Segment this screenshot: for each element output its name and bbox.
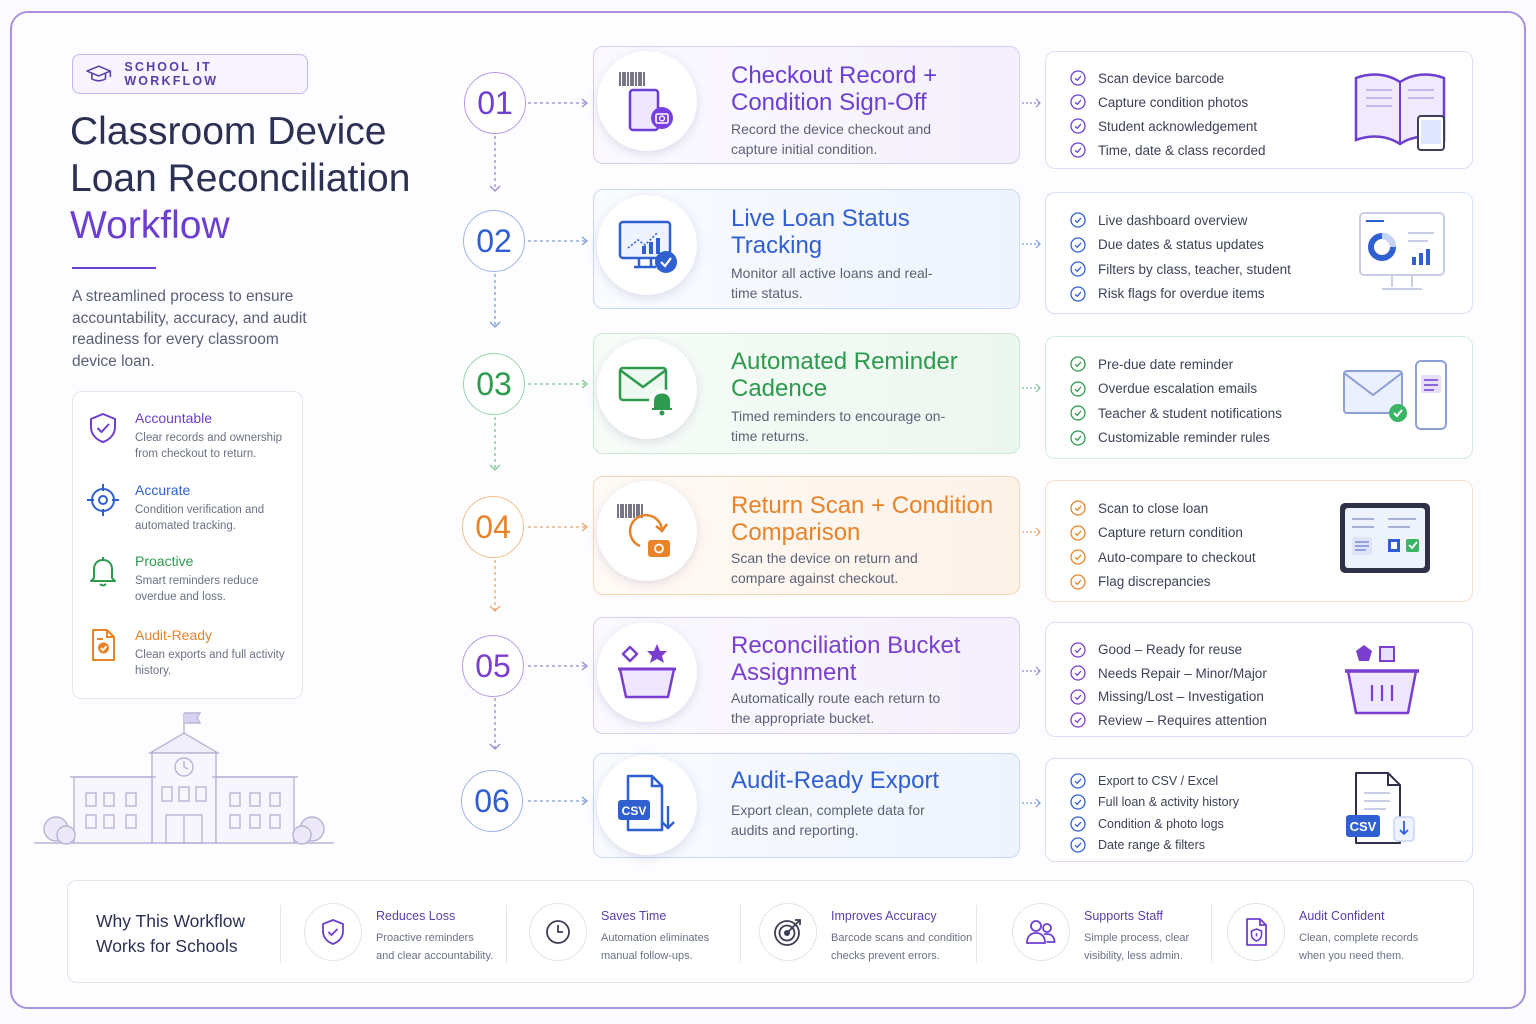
benefit-title: Saves Time <box>601 909 667 923</box>
detail-item <box>1070 114 1266 138</box>
detail-item <box>1070 792 1239 814</box>
detail-item <box>1070 138 1266 162</box>
card-to-detail-arrow <box>1021 382 1043 394</box>
detail-text: Live dashboard overview <box>1098 212 1248 228</box>
detail-item <box>1070 352 1282 377</box>
intro-text: A streamlined process to ensure accountability, accuracy, and audit readiness for every classroom device loan. <box>72 288 307 370</box>
detail-text: Capture condition photos <box>1098 94 1249 110</box>
check-circle-icon <box>1070 549 1086 565</box>
step-number-01: 01 <box>464 72 526 134</box>
check-circle-icon <box>1070 430 1086 446</box>
values-panel <box>72 391 303 699</box>
csv-badge-text: CSV <box>1349 819 1377 834</box>
shield-check-icon <box>318 917 348 947</box>
step-details-05 <box>1045 622 1473 737</box>
benefit-audit-confident <box>1227 903 1418 965</box>
step-card-02 <box>593 189 1020 309</box>
csv-badge-text: CSV <box>621 804 647 818</box>
detail-item <box>1070 426 1282 451</box>
detail-text: Risk flags for overdue items <box>1098 286 1265 302</box>
step-icon-circle <box>597 755 697 855</box>
check-circle-icon <box>1070 837 1086 853</box>
detail-text: Filters by class, teacher, student <box>1098 261 1291 277</box>
step-card-04 <box>593 476 1020 595</box>
step-number-05: 05 <box>462 635 524 697</box>
step-icon-circle <box>597 481 697 581</box>
divider <box>740 905 741 963</box>
check-circle-icon <box>1070 381 1086 397</box>
school-building-illustration <box>34 705 334 850</box>
check-circle-icon <box>1070 574 1086 590</box>
clock-icon <box>543 917 573 947</box>
detail-item <box>1070 66 1266 90</box>
check-circle-icon <box>1070 712 1086 728</box>
card-to-detail-arrow <box>1021 797 1043 809</box>
value-title: Audit-Ready <box>135 627 213 643</box>
barcode-tablet-camera-icon <box>612 66 682 136</box>
check-circle-icon <box>1070 70 1086 86</box>
detail-item <box>1070 638 1267 662</box>
value-accurate <box>85 482 295 534</box>
detail-text: Date range & filters <box>1098 838 1205 853</box>
check-circle-icon <box>1070 212 1086 228</box>
benefit-supports-staff <box>1012 903 1189 965</box>
check-circle-icon <box>1070 237 1086 253</box>
card-to-detail-arrow <box>1021 526 1043 538</box>
detail-item <box>1070 90 1266 114</box>
benefit-icon-circle <box>1227 903 1285 961</box>
check-circle-icon <box>1070 773 1086 789</box>
detail-text: Pre-due date reminder <box>1098 356 1234 372</box>
check-circle-icon <box>1070 261 1086 277</box>
check-circle-icon <box>1070 405 1086 421</box>
benefit-desc-line-1: Simple process, clear <box>1084 932 1190 944</box>
detail-item <box>1070 282 1291 307</box>
detail-text: Student acknowledgement <box>1098 118 1258 134</box>
detail-text: Time, date & class recorded <box>1098 142 1266 158</box>
detail-text: Overdue escalation emails <box>1098 381 1258 397</box>
check-circle-icon <box>1070 94 1086 110</box>
check-circle-icon <box>1070 689 1086 705</box>
graduation-cap-icon <box>85 63 112 85</box>
benefit-desc-line-2: and clear accountability. <box>376 950 494 962</box>
card-to-detail-arrow <box>1021 97 1043 109</box>
step-desc: Automatically route each return to the appropriate bucket. <box>731 690 941 726</box>
envelope-bell-icon <box>612 354 682 424</box>
footer-heading-line-1: Why This Workflow <box>96 911 246 931</box>
detail-item <box>1070 570 1256 595</box>
detail-text: Auto-compare to checkout <box>1098 549 1256 565</box>
title-line-3: Workflow <box>70 204 230 247</box>
check-circle-icon <box>1070 118 1086 134</box>
detail-text: Condition & photo logs <box>1098 816 1224 831</box>
crosshair-icon <box>85 482 121 518</box>
check-circle-icon <box>1070 665 1086 681</box>
step-card-06 <box>593 753 1020 858</box>
bell-icon <box>85 553 121 589</box>
detail-text: Good – Ready for reuse <box>1098 642 1243 658</box>
dashboard-monitor-icon <box>1352 209 1452 299</box>
benefit-title: Reduces Loss <box>376 909 456 923</box>
detail-item <box>1070 521 1256 546</box>
step-number-04: 04 <box>462 496 524 558</box>
divider <box>1211 905 1212 963</box>
benefit-desc-line-2: visibility, less admin. <box>1084 950 1183 962</box>
step-title: Automated Reminder Cadence <box>731 348 958 402</box>
benefit-desc-line-1: Proactive reminders <box>376 932 474 944</box>
value-desc: Condition verification and automated tracking. <box>135 504 265 532</box>
step-details-02 <box>1045 192 1473 314</box>
check-circle-icon <box>1070 816 1086 832</box>
detail-item <box>1070 233 1291 258</box>
detail-text: Scan to close loan <box>1098 500 1209 516</box>
csv-download-icon <box>612 770 682 840</box>
divider <box>280 905 281 963</box>
step-details-03 <box>1045 336 1473 459</box>
detail-text: Missing/Lost – Investigation <box>1098 689 1264 705</box>
check-circle-icon <box>1070 642 1086 658</box>
detail-item <box>1070 813 1239 835</box>
value-desc: Clear records and ownership from checkout to return. <box>135 432 283 460</box>
bucket-shapes-icon <box>612 637 682 707</box>
detail-item <box>1070 662 1267 686</box>
value-title: Accurate <box>135 482 191 498</box>
detail-item <box>1070 770 1239 792</box>
step-card-05 <box>593 617 1020 734</box>
check-circle-icon <box>1070 142 1086 158</box>
title-underline <box>72 267 156 269</box>
benefit-title: Improves Accuracy <box>831 909 937 923</box>
benefit-icon-circle <box>529 903 587 961</box>
detail-item <box>1070 545 1256 570</box>
page-title <box>70 108 430 249</box>
value-proactive <box>85 553 295 605</box>
value-desc: Clean exports and full activity history. <box>135 649 285 677</box>
shield-check-icon <box>85 410 121 446</box>
barcode-return-camera-icon <box>612 496 682 566</box>
step-title: Reconciliation Bucket Assignment <box>731 632 961 686</box>
detail-text: Needs Repair – Minor/Major <box>1098 665 1267 681</box>
step-desc: Export clean, complete data for audits and reporting. <box>731 802 925 838</box>
title-line-2: Loan Reconciliation <box>70 157 411 200</box>
basket-shapes-icon <box>1342 639 1422 719</box>
title-line-1: Classroom Device <box>70 110 387 153</box>
detail-item <box>1070 401 1282 426</box>
step-icon-circle <box>597 339 697 439</box>
step-icon-circle <box>597 622 697 722</box>
envelope-phone-icon <box>1340 355 1452 445</box>
detail-text: Scan device barcode <box>1098 70 1225 86</box>
detail-text: Teacher & student notifications <box>1098 405 1282 421</box>
detail-item <box>1070 496 1256 521</box>
benefit-icon-circle <box>759 903 817 961</box>
benefit-desc-line-1: Automation eliminates <box>601 932 710 944</box>
target-icon <box>771 915 805 949</box>
step-number-06: 06 <box>461 770 523 832</box>
detail-text: Customizable reminder rules <box>1098 430 1270 446</box>
step-connector-arrows <box>480 134 510 770</box>
people-icon <box>1024 917 1058 947</box>
check-circle-icon <box>1070 794 1086 810</box>
benefits-footer <box>67 880 1474 983</box>
step-to-card-arrows <box>526 96 592 812</box>
document-check-icon <box>85 627 121 663</box>
card-to-detail-arrow <box>1021 665 1043 677</box>
detail-text: Capture return condition <box>1098 525 1243 541</box>
benefit-icon-circle <box>304 903 362 961</box>
benefit-improves-accuracy <box>759 903 972 965</box>
step-card-03 <box>593 333 1020 454</box>
step-details-01 <box>1045 51 1473 169</box>
step-desc: Monitor all active loans and real-time status. <box>731 265 933 301</box>
step-desc: Timed reminders to encourage on-time returns. <box>731 408 946 444</box>
card-to-detail-arrow <box>1021 238 1043 250</box>
benefit-desc-line-1: Barcode scans and condition <box>831 932 973 944</box>
check-circle-icon <box>1070 500 1086 516</box>
detail-item <box>1070 685 1267 709</box>
step-desc: Record the device checkout and capture initial condition. <box>731 121 932 157</box>
monitor-chart-check-icon <box>612 210 682 280</box>
footer-heading <box>96 909 245 959</box>
step-icon-circle <box>597 51 697 151</box>
step-title: Audit-Ready Export <box>731 767 940 794</box>
detail-item <box>1070 257 1291 282</box>
value-desc: Smart reminders reduce overdue and loss. <box>135 575 259 603</box>
detail-text: Flag discrepancies <box>1098 574 1211 590</box>
detail-text: Export to CSV / Excel <box>1098 773 1219 788</box>
value-accountable <box>85 410 295 462</box>
workflow-badge <box>72 54 308 94</box>
detail-text: Full loan & activity history <box>1098 795 1240 810</box>
step-desc: Scan the device on return and compare against checkout. <box>731 550 918 586</box>
benefit-desc-line-2: manual follow-ups. <box>601 950 693 962</box>
document-shield-icon <box>1241 916 1271 948</box>
step-details-04 <box>1045 480 1473 602</box>
benefit-desc-line-1: Clean, complete records <box>1299 932 1419 944</box>
detail-item <box>1070 208 1291 233</box>
value-audit-ready <box>85 627 295 679</box>
open-book-tablet-icon <box>1348 66 1452 156</box>
benefit-desc-line-2: when you need them. <box>1299 950 1405 962</box>
step-details-06 <box>1045 758 1473 862</box>
step-title: Live Loan Status Tracking <box>731 205 910 259</box>
csv-file-icon <box>1342 771 1422 851</box>
detail-item <box>1070 377 1282 402</box>
detail-text: Due dates & status updates <box>1098 237 1264 253</box>
benefit-title: Supports Staff <box>1084 909 1163 923</box>
divider <box>976 905 977 963</box>
step-number-03: 03 <box>463 353 525 415</box>
step-title: Return Scan + Condition Comparison <box>731 492 994 546</box>
benefit-icon-circle <box>1012 903 1070 961</box>
benefit-reduces-loss <box>304 903 493 965</box>
check-circle-icon <box>1070 356 1086 372</box>
step-icon-circle <box>597 195 697 295</box>
badge-label: SCHOOL IT WORKFLOW <box>124 60 219 88</box>
benefit-desc-line-2: checks prevent errors. <box>831 950 940 962</box>
footer-heading-line-2: Works for Schools <box>96 936 238 956</box>
benefit-saves-time <box>529 903 709 965</box>
value-title: Accountable <box>135 410 213 426</box>
benefit-title: Audit Confident <box>1299 909 1385 923</box>
detail-text: Review – Requires attention <box>1098 712 1267 728</box>
check-circle-icon <box>1070 525 1086 541</box>
value-title: Proactive <box>135 553 194 569</box>
detail-item <box>1070 709 1267 733</box>
detail-item <box>1070 835 1239 857</box>
step-title: Checkout Record + Condition Sign-Off <box>731 62 938 116</box>
divider <box>506 905 507 963</box>
check-circle-icon <box>1070 286 1086 302</box>
step-card-01 <box>593 46 1020 164</box>
step-number-02: 02 <box>463 210 525 272</box>
tablet-compare-icon <box>1338 501 1432 575</box>
